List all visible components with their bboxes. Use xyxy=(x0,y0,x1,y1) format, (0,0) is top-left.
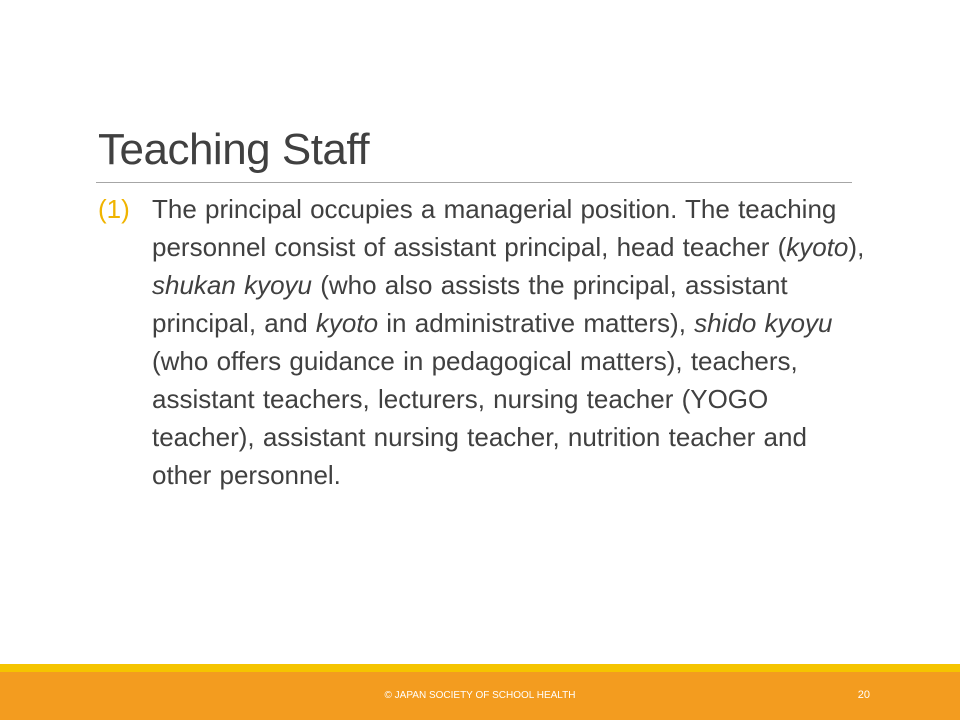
text-segment: (who also assists the principal, assistant principal, and xyxy=(152,270,788,338)
footer-copyright: © JAPAN SOCIETY OF SCHOOL HEALTH xyxy=(384,690,576,701)
slide-title: Teaching Staff xyxy=(98,125,370,174)
footer-accent-stripe xyxy=(0,664,960,672)
page-number: 20 xyxy=(857,689,870,701)
body-paragraph xyxy=(152,190,872,494)
text-segment: in administrative matters), xyxy=(378,308,695,338)
slide-body xyxy=(98,190,878,494)
list-marker: (1) xyxy=(98,194,130,224)
text-segment: ), xyxy=(848,232,865,262)
italic-term: kyoto xyxy=(786,232,849,262)
italic-term: kyoto xyxy=(315,308,379,338)
italic-term: shido kyoyu xyxy=(694,308,833,338)
title-divider xyxy=(96,182,852,183)
footer-bar xyxy=(0,672,960,720)
text-segment: (who offers guidance in pedagogical matters), teachers, assistant teachers, lecturers, nursing teacher (YOGO teacher), assistant nursing teacher, nutrition teacher and other personnel. xyxy=(152,346,807,490)
text-segment: The principal occupies a managerial position. The teaching personnel consist of assistant principal, head teacher ( xyxy=(152,194,837,262)
italic-term: shukan kyoyu xyxy=(152,270,312,300)
